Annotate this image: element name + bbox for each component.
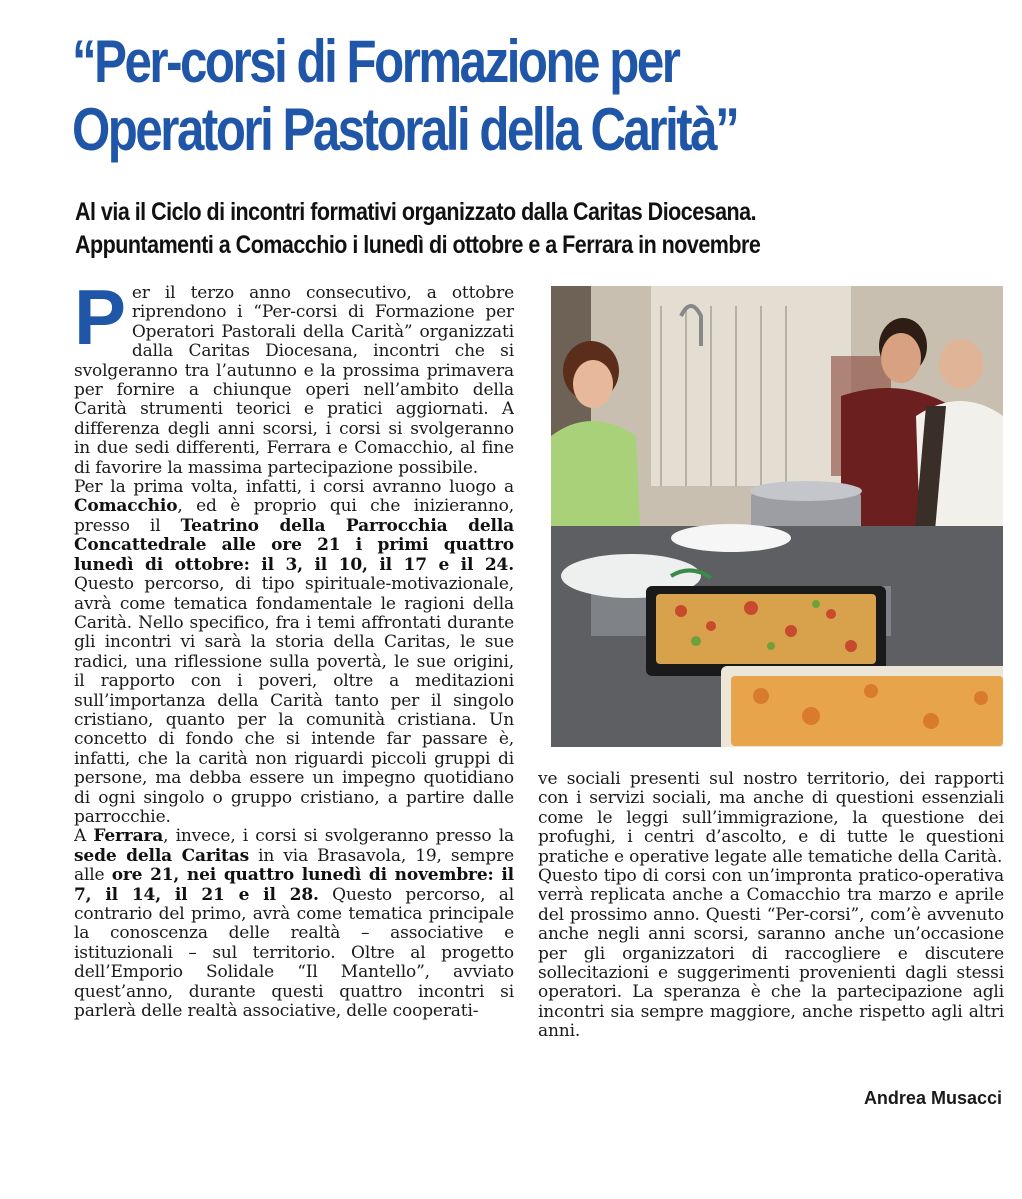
headline-line-1: “Per-corsi di Formazione per — [72, 28, 679, 95]
author-byline: Andrea Musacci — [863, 1088, 1002, 1108]
text-run: , invece, i corsi si svolgeranno presso la — [163, 826, 514, 847]
article-column-1 — [74, 284, 514, 1190]
text-run: A — [74, 826, 94, 847]
subheadline — [75, 196, 935, 262]
headline — [72, 28, 810, 164]
paragraph-conclusion: Questo tipo di corsi con un’impronta pratico-operativa verrà replicata anche a Comacchio tra marzo e aprile del prossimo anno. Questi “Per-corsi”, com’è avvenuto anche negli anni scorsi, saranno anche un’occasione per gli organizzatori di raccogliere e discutere sollecitazioni e suggerimenti provenienti dagli stessi operatori. La speranza è che la partecipazione agli incontri sia sempre maggiore, anche rispetto agli altri anni. — [538, 866, 1004, 1042]
text-run: , ed è proprio qui che inizieranno, presso il — [74, 496, 514, 536]
paragraph-topics: ve sociali presenti sul nostro territorio, dei rapporti con i servizi sociali, ma anche di questioni essenziali come le leggi sull’immigrazione, la questione dei profughi, i centri d’ascolto, e di tutte le questioni pratiche e operative legate alle tematiche della Carità. — [538, 770, 1004, 867]
paragraph-ferrara — [74, 827, 514, 1021]
paragraph-comacchio — [74, 478, 514, 827]
comacchio-schedule: Teatrino della Parrocchia della Concattedrale alle ore 21 i primi quattro lunedì di ottobre: il 3, il 10, il 17 e il 24. — [74, 515, 514, 575]
photo-illustration — [551, 286, 1003, 747]
kitchen-volunteers-photo — [551, 286, 1003, 747]
place-comacchio: Comacchio — [74, 496, 178, 517]
headline-line-2: Operatori Pastorali della Carità” — [72, 96, 738, 163]
subheadline-line-2: Appuntamenti a Comacchio i lunedì di ottobre e a Ferrara in novembre — [75, 231, 761, 259]
caritas-seat: sede della Caritas — [74, 845, 249, 866]
subheadline-line-1: Al via il Ciclo di incontri formativi organizzato dalla Caritas Diocesana. — [75, 198, 757, 226]
text-run: Questo percorso, al contrario del primo, avrà come tematica principale la conoscenza delle realtà – associative e istituzionali – sul territorio. Oltre al progetto dell’Emporio Solidale “Il Mantello”, avviato quest’anno, durante questi quattro incontri si parlerà delle realtà associative, delle cooperati- — [74, 884, 514, 1022]
paragraph-intro-text: er il terzo anno consecutivo, a ottobre riprendono i “Per-corsi di Formazione per Operatori Pastorali della Carità” organizzati dalla Caritas Diocesana, incontri che si svolgeranno tra l’autunno e la prossima primavera per fornire a chiunque operi nell’ambito della Carità strumenti teorici e pratici aggiornati. A differenza degli anni scorsi, i corsi si svolgeranno in due sedi differenti, Ferrara e Comacchio, al fine di favorire la massima partecipazione possibile. — [74, 284, 514, 478]
drop-cap: P — [74, 284, 126, 361]
paragraph-intro — [74, 284, 514, 478]
text-run: in via Brasavola, 19, sempre alle — [74, 845, 514, 886]
ferrara-schedule: ore 21, nei quattro lunedì di novembre: il 7, il 14, il 21 e il 28. — [74, 865, 514, 905]
text-run: Per la prima volta, infatti, i corsi avranno luogo a — [74, 477, 514, 498]
place-ferrara: Ferrara — [93, 826, 164, 847]
article-column-2 — [538, 770, 1004, 1080]
text-run: Questo percorso, di tipo spirituale-motivazionale, avrà come tematica fondamentale le ragioni della Carità. Nello specifico, fra i temi affrontati durante gli incontri vi sarà la storia della Caritas, le sue radici, una riflessione sulla povertà, le sue origini, il rapporto con i poveri, oltre a meditazioni sull’importanza della Carità tanto per il singolo cristiano, quanto per la comunità cristiana. Un concetto di fondo che si intende far passare è, infatti, che la carità non riguardi piccoli gruppi di persone, ma debba essere un impegno quotidiano di ogni singolo o gruppo cristiano, a partire dalle parrocchie. — [74, 574, 514, 827]
